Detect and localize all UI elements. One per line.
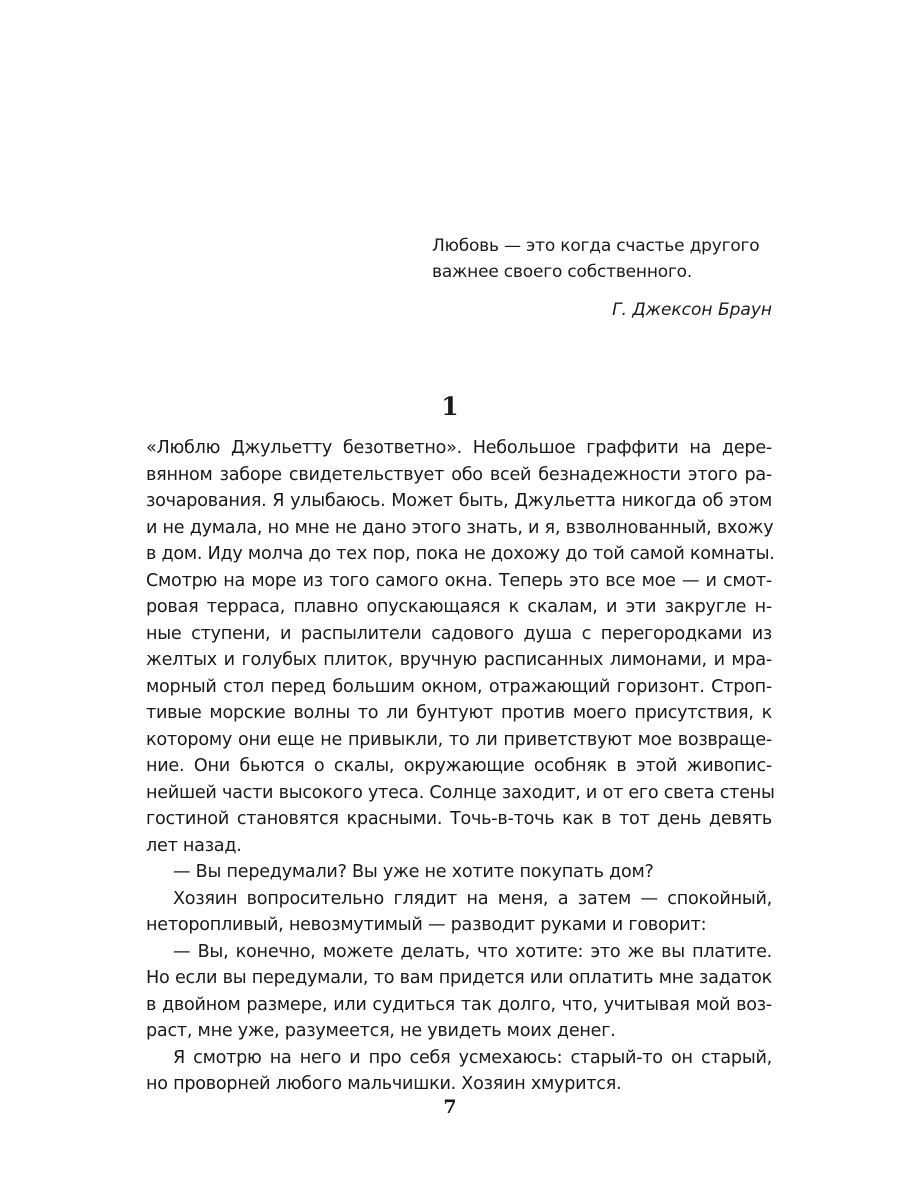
- text-line: тивые морские волны то ли бунтуют против моего присутствия, к: [146, 703, 772, 723]
- epigraph-line: важнее своего собственного.: [432, 262, 693, 282]
- text-line: в двойном размере, или судиться так долго, что, учитывая мой воз-: [146, 994, 772, 1015]
- chapter-body: [146, 435, 775, 1098]
- epigraph-line: Любовь — это когда счастье другого: [432, 236, 760, 256]
- text-line: желтых и голубых плиток, вручную расписанных лимонами, и мра-: [146, 650, 772, 670]
- text-line: ные ступени, и распылители садового душа с перегородками из: [146, 623, 772, 644]
- text-line: ние. Они бьются о скалы, окружающие особняк в этой живопис-: [146, 756, 772, 776]
- epigraph-author: Г. Джексон Браун: [612, 300, 772, 320]
- paragraph-line: Хозяин вопросительно глядит на меня, а затем — спокойный,: [173, 888, 772, 909]
- dialogue-line: — Вы передумали? Вы уже не хотите покупать дом?: [173, 862, 654, 882]
- text-line: неторопливый, невозмутимый — разводит руками и говорит:: [146, 915, 707, 935]
- text-line: и не думала, но мне не дано этого знать, и я, взволнованный, вхожу: [146, 517, 774, 538]
- text-line: гостиной становятся красными. Точь-в-точь как в тот день девять: [146, 809, 772, 829]
- text-line: морный стол перед большим окном, отражающий горизонт. Строп-: [146, 676, 772, 697]
- text-line: раст, мне уже, разумеется, не увидеть моих денег.: [146, 1021, 616, 1041]
- text-line: нейшей части высокого утеса. Солнце заходит, и от его света стены: [146, 782, 775, 803]
- text-line: Смотрю на море из того самого окна. Теперь это все мое — и смот-: [146, 570, 772, 591]
- text-line: которому они еще не привыкли, то ли приветствуют мое возвраще-: [146, 729, 772, 750]
- text-line: но проворней любого мальчишки. Хозяин хмурится.: [146, 1074, 622, 1094]
- page-number: 7: [443, 1096, 457, 1118]
- text-line: лет назад.: [146, 835, 242, 856]
- chapter-number: 1: [441, 392, 459, 421]
- dialogue-line: — Вы, конечно, можете делать, что хотите: это же вы платите.: [173, 941, 772, 962]
- text-line: «Люблю Джульетту безответно». Небольшое граффити на дере-: [146, 438, 772, 458]
- text-line: вянном заборе свидетельствует обо всей безнадежности этого ра-: [146, 464, 772, 485]
- text-line: Но если вы передумали, то вам придется или оплатить мне задаток: [146, 968, 772, 988]
- text-line: в дом. Иду молча до тех пор, пока не дохожу до той самой комнаты.: [146, 544, 775, 564]
- text-line: ровая терраса, плавно опускающаяся к скалам, и эти закругле н-: [146, 597, 772, 617]
- epigraph: [432, 233, 777, 285]
- text-line: зочарования. Я улыбаюсь. Может быть, Джульетта никогда об этом: [146, 491, 772, 511]
- paragraph-line: Я смотрю на него и про себя усмехаюсь: старый-то он старый,: [173, 1047, 772, 1068]
